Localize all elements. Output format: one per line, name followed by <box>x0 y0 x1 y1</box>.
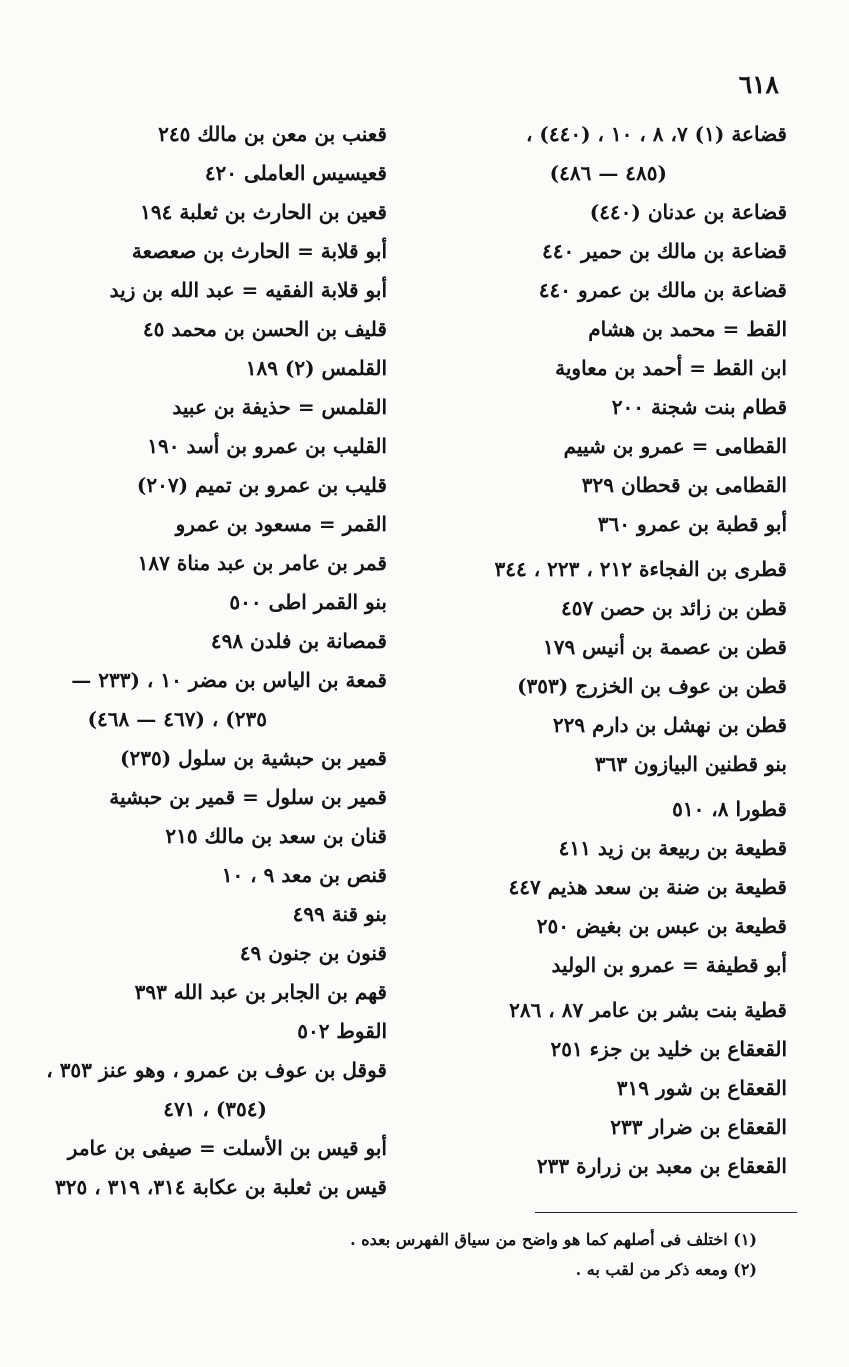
index-entry: بنو قطنين البيازون ٣٦٣ <box>594 752 787 776</box>
index-entry: قمعة بن الياس بن مضر ١٠ ، (٢٣٣ — <box>71 668 387 692</box>
index-entry: قضاعة بن عدنان (٤٤٠) <box>589 200 787 224</box>
index-entry: قطام بنت شجنة ٢٠٠ <box>611 395 787 419</box>
index-entry: قضاعة (١) ٧، ٨ ، ١٠ ، (٤٤٠) ، <box>525 122 787 146</box>
index-entry: قطيعة بن ضنة بن سعد هذيم ٤٤٧ <box>508 875 787 899</box>
index-entry: قضاعة بن مالك بن حمير ٤٤٠ <box>541 239 787 263</box>
index-entry: قليب بن عمرو بن تميم (٢٠٧) <box>136 473 387 497</box>
index-column-left <box>42 115 387 1207</box>
index-entry: القلمس (٢) ١٨٩ <box>245 356 387 380</box>
index-entry: قطن بن نهشل بن دارم ٢٢٩ <box>552 713 787 737</box>
index-entry: قطن بن زائد بن حصن ٤٥٧ <box>560 596 787 620</box>
index-entry: القعقاع بن معبد بن زرارة ٢٣٣ <box>536 1154 787 1178</box>
index-entry: القليب بن عمرو بن أسد ١٩٠ <box>147 434 387 458</box>
index-entry: قنص بن معد ٩ ، ١٠ <box>221 863 387 887</box>
index-entry: بنو قنة ٤٩٩ <box>292 902 387 926</box>
index-entry: بنو القمر اطى ٥٠٠ <box>229 590 387 614</box>
page-number: ٦١٨ <box>738 70 779 99</box>
index-entry: القط = محمد بن هشام <box>588 317 787 341</box>
index-entry: قمر بن عامر بن عبد مناة ١٨٧ <box>137 551 387 575</box>
index-entry: قطرى بن الفجاءة ٢١٢ ، ٢٢٣ ، ٣٤٤ <box>494 557 787 581</box>
footnote: (٢) ومعه ذكر من لقب به . <box>575 1260 757 1279</box>
index-column-right <box>452 115 787 1186</box>
index-entry: قطية بنت بشر بن عامر ٨٧ ، ٢٨٦ <box>509 998 787 1022</box>
index-entry: قطن بن عوف بن الخزرج (٣٥٣) <box>517 674 787 698</box>
index-entry-continuation: (٤٨٥ — ٤٨٦) <box>549 161 667 185</box>
index-entry: القلمس = حذيفة بن عبيد <box>172 395 387 419</box>
index-entry: قمير بن حبشية بن سلول (٢٣٥) <box>120 746 387 770</box>
index-entry: قليف بن الحسن بن محمد ٤٥ <box>142 317 387 341</box>
index-entry: قطورا ٨، ٥١٠ <box>672 797 787 821</box>
index-entry: قضاعة بن مالك بن عمرو ٤٤٠ <box>538 278 787 302</box>
index-entry: قطيعة بن عبس بن بغيض ٢٥٠ <box>536 914 787 938</box>
index-entry: أبو قلابة = الحارث بن صعصعة <box>131 239 387 263</box>
index-entry: القعقاع بن شور ٣١٩ <box>616 1076 787 1100</box>
footnote-divider <box>535 1212 797 1213</box>
index-entry: قعيسيس العاملى ٤٢٠ <box>204 161 387 185</box>
index-entry: القمر = مسعود بن عمرو <box>175 512 387 536</box>
index-entry: قطيعة بن ربيعة بن زيد ٤١١ <box>558 836 787 860</box>
index-entry: قيس بن ثعلبة بن عكابة ٣١٤، ٣١٩ ، ٣٢٥ <box>55 1175 387 1199</box>
index-entry: قوقل بن عوف بن عمرو ، وهو عنز ٣٥٣ ، <box>46 1058 387 1082</box>
index-entry: قمير بن سلول = قمير بن حبشية <box>109 785 387 809</box>
index-entry: القطامى = عمرو بن شييم <box>563 434 787 458</box>
index-entry: أبو قلابة الفقيه = عبد الله بن زيد <box>109 278 387 302</box>
index-entry: أبو قيس بن الأسلت = صيفى بن عامر <box>67 1136 387 1160</box>
index-entry: أبو قطيفة = عمرو بن الوليد <box>551 953 787 977</box>
index-entry: قعين بن الحارث بن ثعلبة ١٩٤ <box>140 200 387 224</box>
index-entry: القطامى بن قحطان ٣٢٩ <box>581 473 787 497</box>
index-entry-continuation: (٣٥٤) ، ٤٧١ <box>163 1097 267 1121</box>
index-entry: قنان بن سعد بن مالك ٢١٥ <box>165 824 387 848</box>
index-entry-continuation: ٢٣٥) ، (٤٦٧ — ٤٦٨) <box>87 707 267 731</box>
index-entry: قعنب بن معن بن مالك ٢٤٥ <box>158 122 387 146</box>
index-entry: قهم بن الجابر بن عبد الله ٣٩٣ <box>134 980 387 1004</box>
index-entry: قمصانة بن فلدن ٤٩٨ <box>210 629 387 653</box>
index-entry: قنون بن جنون ٤٩ <box>239 941 387 965</box>
index-entry: قطن بن عصمة بن أنيس ١٧٩ <box>542 635 787 659</box>
index-entry: ابن القط = أحمد بن معاوية <box>555 356 787 380</box>
index-entry: القوط ٥٠٢ <box>297 1019 387 1043</box>
footnotes <box>257 1225 757 1285</box>
footnote: (١) اختلف فى أصلهم كما هو واضح من سياق الفهرس بعده . <box>350 1230 757 1249</box>
index-entry: أبو قطبة بن عمرو ٣٦٠ <box>597 512 787 536</box>
index-entry: القعقاع بن خليد بن جزء ٢٥١ <box>550 1037 787 1061</box>
index-entry: القعقاع بن ضرار ٢٣٣ <box>610 1115 787 1139</box>
